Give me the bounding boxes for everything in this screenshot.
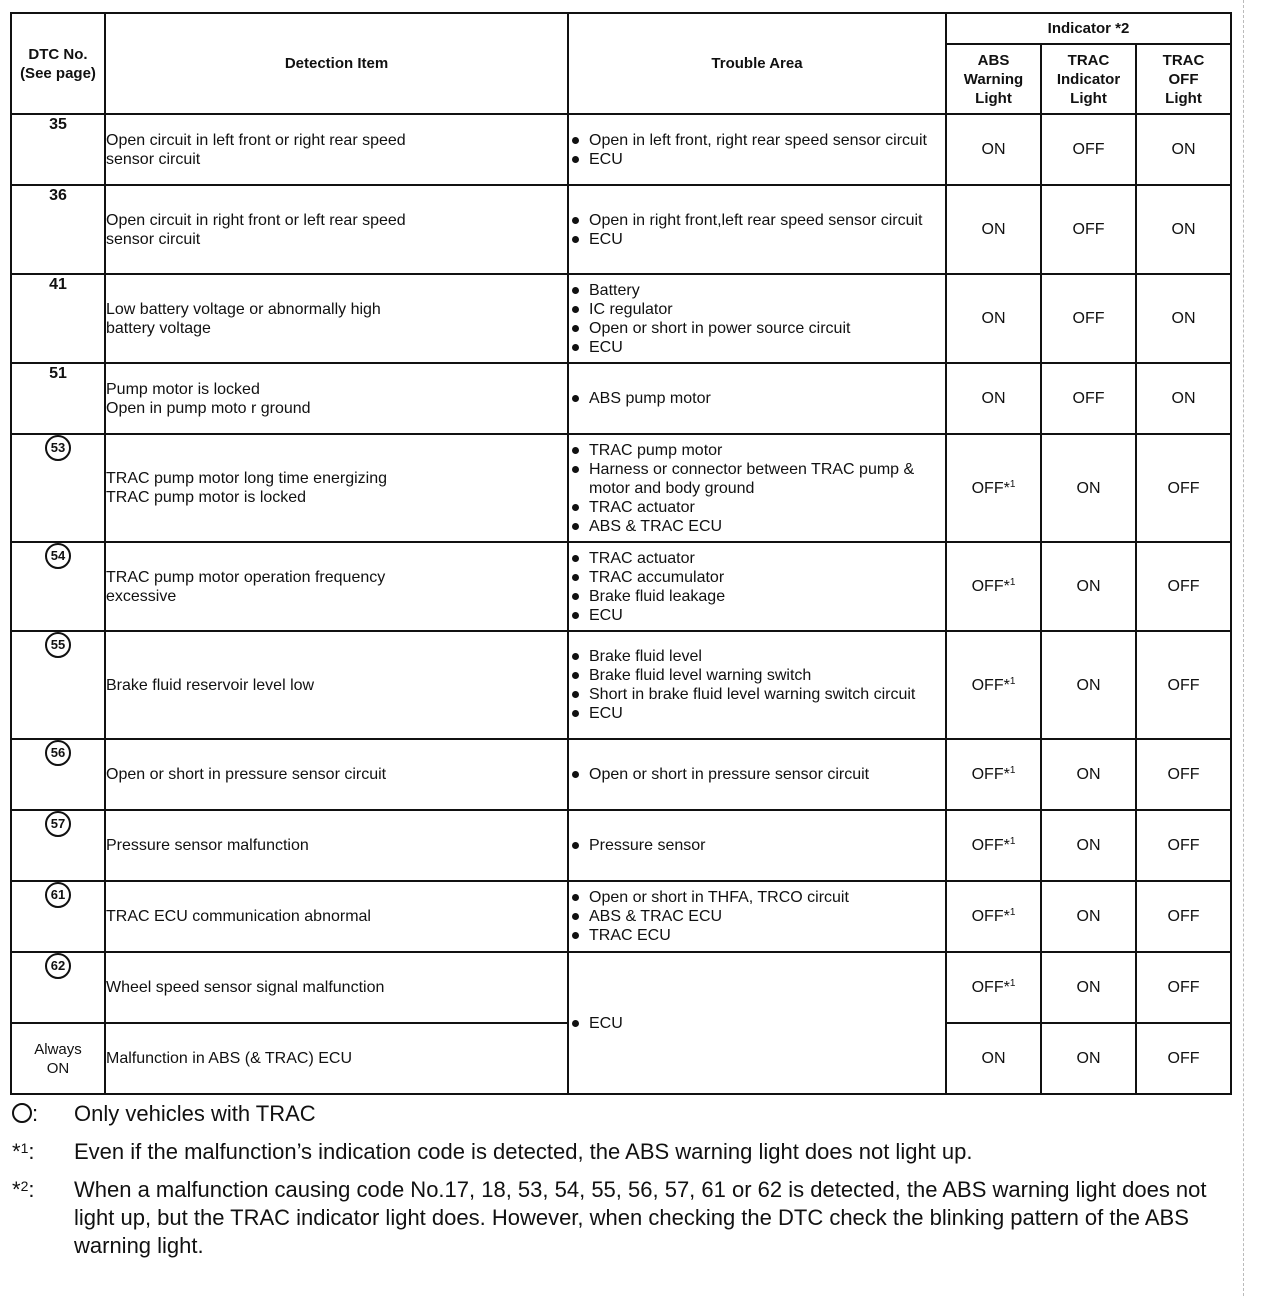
trouble-list-item: ECU	[569, 230, 945, 249]
detection-item: Open or short in pressure sensor circuit	[105, 739, 568, 810]
trac-off-light-status: OFF	[1136, 434, 1231, 542]
footnote-ref: 1	[1009, 907, 1016, 918]
dtc-code: 51	[49, 365, 67, 382]
detection-item: TRAC pump motor operation frequency excessive	[105, 542, 568, 631]
abs-warning-light-status	[946, 363, 1041, 434]
trouble-list	[569, 211, 945, 249]
abs-warning-light-status	[946, 952, 1041, 1023]
circled-dtc-code: 57	[45, 811, 71, 837]
abs-warning-light-status: ON	[946, 1023, 1041, 1094]
trouble-area	[568, 363, 946, 434]
table-row	[11, 274, 1231, 363]
abs-warning-light-status	[946, 114, 1041, 185]
trouble-list-item: ECU	[569, 606, 945, 625]
table-row	[11, 114, 1231, 185]
footnote-ref: 1	[1009, 765, 1016, 776]
trouble-list	[569, 441, 945, 536]
trouble-list-item: Open or short in THFA, TRCO circuit	[569, 888, 945, 907]
trouble-list-item: TRAC pump motor	[569, 441, 945, 460]
trouble-list-item: Open or short in power source circuit	[569, 319, 945, 338]
trac-off-light-status: OFF	[1136, 952, 1231, 1023]
header-dtc-no: DTC No. (See page)	[11, 13, 105, 114]
detection-item: Wheel speed sensor signal malfunction	[105, 952, 568, 1023]
header-detection-item: Detection Item	[105, 13, 568, 114]
detection-item: Malfunction in ABS (& TRAC) ECU	[105, 1023, 568, 1094]
trouble-area	[568, 185, 946, 274]
detection-item: Low battery voltage or abnormally high battery voltage	[105, 274, 568, 363]
marker-colon: :	[32, 1101, 39, 1126]
marker-colon: :	[28, 1139, 35, 1164]
abs-warning-light-status	[946, 274, 1041, 363]
dtc-number: Always ON	[11, 1023, 105, 1094]
footnote-number: 1	[20, 1140, 29, 1156]
trouble-list-item: ECU	[569, 338, 945, 357]
trouble-area	[568, 881, 946, 952]
dtc-number	[11, 363, 105, 434]
trac-indicator-light-status: ON	[1041, 631, 1136, 739]
detection-item: Pump motor is locked Open in pump moto r ground	[105, 363, 568, 434]
trouble-list	[569, 131, 945, 169]
detection-item: Open circuit in left front or right rear speed sensor circuit	[105, 114, 568, 185]
header-trouble-area: Trouble Area	[568, 13, 946, 114]
trac-off-light-status: OFF	[1136, 1023, 1231, 1094]
footnote-marker	[12, 1176, 74, 1260]
detection-item: Brake fluid reservoir level low	[105, 631, 568, 739]
footnote-text: Only vehicles with TRAC	[74, 1101, 316, 1126]
trouble-area	[568, 631, 946, 739]
trouble-area	[568, 739, 946, 810]
dtc-table	[10, 12, 1232, 1095]
dtc-code: 36	[49, 187, 67, 204]
abs-warning-light-status	[946, 185, 1041, 274]
footnote-ref: 1	[1009, 478, 1016, 490]
abs-status-text: OFF*	[971, 837, 1010, 854]
trouble-list	[569, 647, 945, 723]
table-row	[11, 810, 1231, 881]
trouble-list	[569, 765, 945, 784]
trac-indicator-light-status: OFF	[1041, 185, 1136, 274]
footnote-ref: 1	[1009, 978, 1016, 989]
detection-item: TRAC pump motor long time energizing TRAC pump motor is locked	[105, 434, 568, 542]
page-edge	[1243, 0, 1244, 1296]
circled-dtc-code: 54	[45, 543, 71, 569]
trac-indicator-light-status: ON	[1041, 881, 1136, 952]
trouble-list	[569, 549, 945, 625]
trouble-list-item: Open in right front,left rear speed sensor circuit	[569, 211, 945, 230]
circled-dtc-code: 53	[45, 435, 71, 461]
trouble-list	[569, 1014, 945, 1033]
trouble-list-item: Open or short in pressure sensor circuit	[569, 765, 945, 784]
dtc-number	[11, 185, 105, 274]
trouble-list-item: TRAC actuator	[569, 549, 945, 568]
footnote-ref: 1	[1009, 675, 1016, 687]
table-row	[11, 363, 1231, 434]
trac-off-light-status: OFF	[1136, 881, 1231, 952]
trouble-list-item: Open in left front, right rear speed sensor circuit	[569, 131, 945, 150]
trac-indicator-light-status: ON	[1041, 739, 1136, 810]
dtc-number	[11, 542, 105, 631]
table-row	[11, 542, 1231, 631]
footnote	[12, 1176, 1242, 1260]
trouble-list-item: Brake fluid level warning switch	[569, 666, 945, 685]
circled-dtc-code: 56	[45, 740, 71, 766]
trouble-list	[569, 389, 945, 408]
trouble-list-item: ABS & TRAC ECU	[569, 907, 945, 926]
trac-indicator-light-status: ON	[1041, 434, 1136, 542]
detection-item: Pressure sensor malfunction	[105, 810, 568, 881]
abs-warning-light-status	[946, 631, 1041, 739]
dtc-code: 35	[49, 116, 67, 133]
dtc-code: 41	[49, 276, 67, 293]
trouble-list-item: ABS & TRAC ECU	[569, 517, 945, 536]
abs-warning-light-status	[946, 881, 1041, 952]
dtc-number	[11, 810, 105, 881]
trouble-area	[568, 810, 946, 881]
footnote-number: 2	[20, 1178, 29, 1194]
circle-marker-icon	[12, 1103, 32, 1123]
trac-indicator-light-status: OFF	[1041, 363, 1136, 434]
trac-indicator-light-status: ON	[1041, 952, 1136, 1023]
abs-status-text: OFF*	[971, 908, 1010, 925]
abs-status-text: ON	[981, 141, 1006, 158]
trac-off-light-status: ON	[1136, 114, 1231, 185]
trac-indicator-light-status: ON	[1041, 810, 1136, 881]
abs-warning-light-status	[946, 542, 1041, 631]
abs-status-text: OFF*	[971, 479, 1010, 497]
trouble-area	[568, 274, 946, 363]
trouble-list-item: Brake fluid level	[569, 647, 945, 666]
trouble-list-item: TRAC accumulator	[569, 568, 945, 587]
table-row	[11, 881, 1231, 952]
detection-item: Open circuit in right front or left rear speed sensor circuit	[105, 185, 568, 274]
footnote-marker	[12, 1100, 74, 1128]
trac-indicator-light-status: ON	[1041, 542, 1136, 631]
detection-item: TRAC ECU communication abnormal	[105, 881, 568, 952]
trac-off-light-status: OFF	[1136, 631, 1231, 739]
dtc-number	[11, 881, 105, 952]
trouble-area	[568, 952, 946, 1094]
dtc-number	[11, 434, 105, 542]
trac-off-light-status: OFF	[1136, 739, 1231, 810]
header-trac-off-light: TRAC OFF Light	[1136, 44, 1231, 114]
dtc-number	[11, 952, 105, 1023]
abs-status-text: OFF*	[971, 766, 1010, 783]
table-row	[11, 185, 1231, 274]
trac-off-light-status: ON	[1136, 274, 1231, 363]
trouble-list-item: TRAC actuator	[569, 498, 945, 517]
trouble-list	[569, 281, 945, 357]
header-abs-warning-light: ABS Warning Light	[946, 44, 1041, 114]
footnote	[12, 1138, 1242, 1166]
trouble-area	[568, 114, 946, 185]
trouble-list	[569, 888, 945, 945]
asterisk: *	[12, 1139, 21, 1164]
footnote	[12, 1100, 1242, 1128]
trouble-list-item: ABS pump motor	[569, 389, 945, 408]
trouble-list-item: Short in brake fluid level warning switch circuit	[569, 685, 945, 704]
table-row	[11, 631, 1231, 739]
trac-off-light-status: ON	[1136, 185, 1231, 274]
header-trac-indicator-light: TRAC Indicator Light	[1041, 44, 1136, 114]
marker-colon: :	[28, 1177, 35, 1202]
dtc-number	[11, 631, 105, 739]
header-indicator: Indicator *2	[946, 13, 1231, 44]
dtc-number	[11, 739, 105, 810]
dtc-number	[11, 274, 105, 363]
trac-indicator-light-status: OFF	[1041, 114, 1136, 185]
footnote-text: Even if the malfunction’s indication code is detected, the ABS warning light does not light up.	[74, 1139, 973, 1164]
trac-indicator-light-status: OFF	[1041, 274, 1136, 363]
asterisk: *	[12, 1177, 21, 1202]
trac-off-light-status: ON	[1136, 363, 1231, 434]
table-row	[11, 739, 1231, 810]
abs-warning-light-status	[946, 810, 1041, 881]
abs-status-text: OFF*	[971, 676, 1010, 694]
trac-indicator-light-status: ON	[1041, 1023, 1136, 1094]
footnote-text: When a malfunction causing code No.17, 18, 53, 54, 55, 56, 57, 61 or 62 is detected, the ABS warning light does not light up, but the TRAC indicator light does. However, when checking the DTC check the blinking pattern of the ABS warning light.	[74, 1177, 1207, 1258]
abs-warning-light-status	[946, 739, 1041, 810]
trouble-area	[568, 542, 946, 631]
trac-off-light-status: OFF	[1136, 542, 1231, 631]
trouble-list-item: ECU	[569, 704, 945, 723]
trouble-list-item: Battery	[569, 281, 945, 300]
abs-warning-light-status	[946, 434, 1041, 542]
trouble-list-item: ECU	[569, 1014, 945, 1033]
footnote-marker	[12, 1138, 74, 1166]
trouble-list-item: TRAC ECU	[569, 926, 945, 945]
trouble-list	[569, 836, 945, 855]
trouble-list-item: IC regulator	[569, 300, 945, 319]
footnotes	[12, 1100, 1242, 1270]
table-row	[11, 952, 1231, 1023]
abs-status-text: OFF*	[971, 979, 1010, 996]
trouble-list-item: Brake fluid leakage	[569, 587, 945, 606]
trouble-area	[568, 434, 946, 542]
abs-status-text: OFF*	[971, 578, 1010, 595]
circled-dtc-code: 62	[45, 953, 71, 979]
dtc-number	[11, 114, 105, 185]
trouble-list-item: Pressure sensor	[569, 836, 945, 855]
abs-status-text: ON	[981, 221, 1006, 238]
footnote-ref: 1	[1009, 836, 1016, 847]
trouble-list-item: Harness or connector between TRAC pump & motor and body ground	[569, 460, 945, 498]
circled-dtc-code: 55	[45, 632, 71, 658]
table-row	[11, 434, 1231, 542]
abs-status-text: ON	[981, 310, 1006, 327]
trac-off-light-status: OFF	[1136, 810, 1231, 881]
footnote-ref: 1	[1009, 577, 1016, 588]
circled-dtc-code: 61	[45, 882, 71, 908]
trouble-list-item: ECU	[569, 150, 945, 169]
abs-status-text: ON	[981, 390, 1006, 407]
